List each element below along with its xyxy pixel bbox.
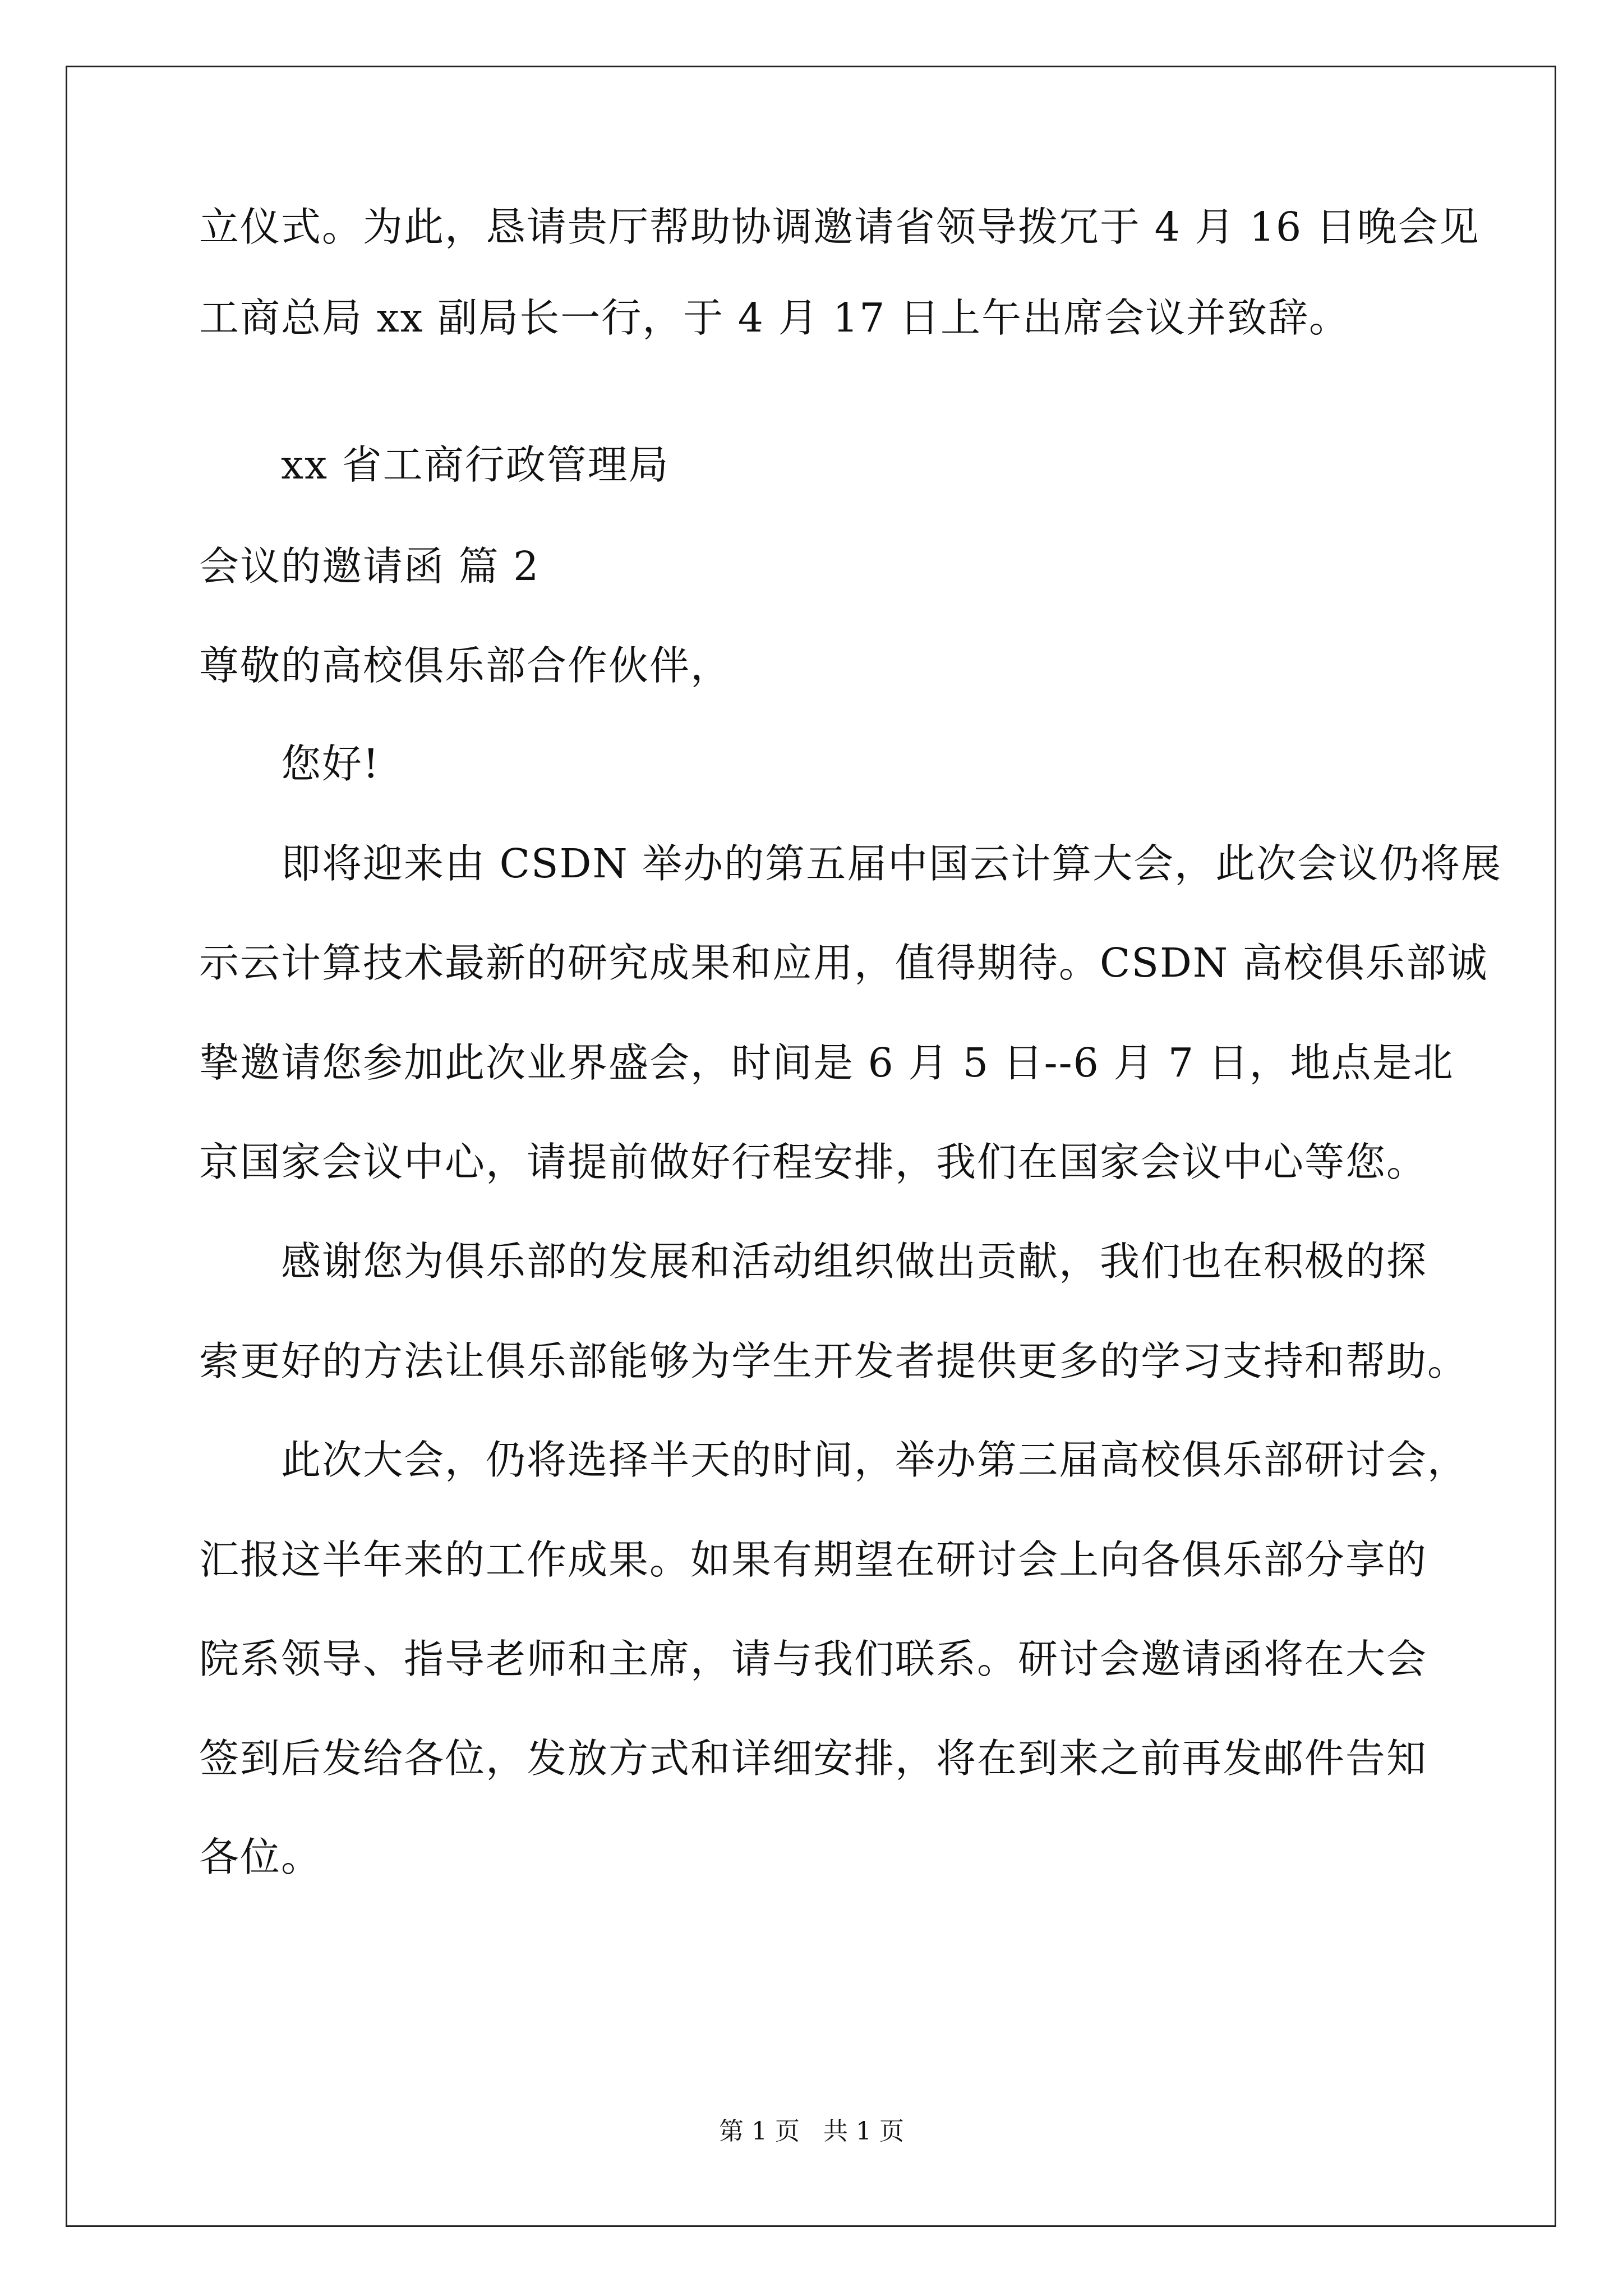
paragraph-line: 此次大会，仍将选择半天的时间，举办第三届高校俱乐部研讨会， bbox=[281, 1437, 1469, 1483]
section-title: 会议的邀请函 篇 2 bbox=[199, 543, 540, 590]
paragraph-line: 立仪式。为此，恳请贵厅帮助协调邀请省领导拨冗于 4 月 16 日晚会见 bbox=[199, 204, 1480, 250]
greeting: 您好! bbox=[281, 740, 380, 787]
signature-line: xx 省工商行政管理局 bbox=[281, 441, 670, 488]
page-footer: 第 1 页 共 1 页 bbox=[719, 2117, 904, 2146]
paragraph-line: 挚邀请您参加此次业界盛会，时间是 6 月 5 日--6 月 7 日，地点是北 bbox=[199, 1039, 1454, 1086]
paragraph-line: 感谢您为俱乐部的发展和活动组织做出贡献，我们也在积极的探 bbox=[281, 1238, 1428, 1285]
paragraph-line: 索更好的方法让俱乐部能够为学生开发者提供更多的学习支持和帮助。 bbox=[199, 1338, 1469, 1384]
paragraph-line: 签到后发给各位，发放方式和详细安排，将在到来之前再发邮件告知 bbox=[199, 1735, 1428, 1782]
salutation: 尊敬的高校俱乐部合作伙伴， bbox=[199, 642, 732, 689]
paragraph-line: 院系领导、指导老师和主席，请与我们联系。研讨会邀请函将在大会 bbox=[199, 1636, 1428, 1682]
paragraph-line: 工商总局 xx 副局长一行，于 4 月 17 日上午出席会议并致辞。 bbox=[199, 295, 1350, 341]
paragraph-line: 示云计算技术最新的研究成果和应用，值得期待。CSDN 高校俱乐部诚 bbox=[199, 940, 1488, 986]
paragraph-line: 各位。 bbox=[199, 1834, 322, 1880]
paragraph-line: 即将迎来由 CSDN 举办的第五届中国云计算大会，此次会议仍将展 bbox=[281, 840, 1502, 887]
paragraph-line: 京国家会议中心，请提前做好行程安排，我们在国家会议中心等您。 bbox=[199, 1139, 1428, 1185]
paragraph-line: 汇报这半年来的工作成果。如果有期望在研讨会上向各俱乐部分享的 bbox=[199, 1536, 1428, 1583]
